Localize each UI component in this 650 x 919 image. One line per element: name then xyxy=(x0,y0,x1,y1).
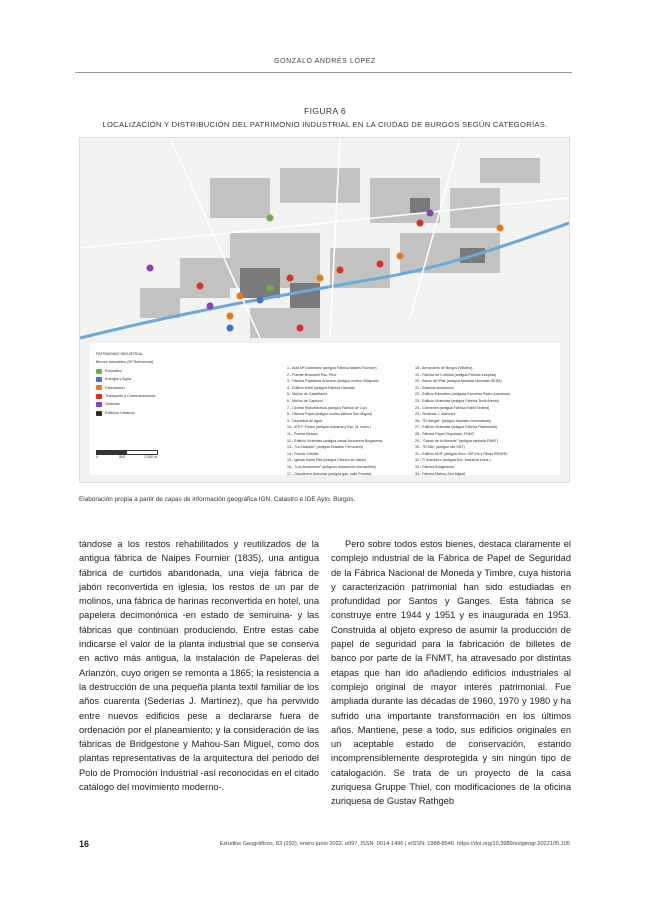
legend-swatch xyxy=(96,377,102,382)
header-rule xyxy=(75,72,572,73)
heritage-list-item: 22.- Edificio Educativo (antiguas Escuelas Padre Aramburu) xyxy=(415,392,511,397)
heritage-list-item: 10.- IES F. Flores (antigua Industria y Esc. M. Indus.) xyxy=(287,425,372,430)
heritage-list-item: 30.- "El Silo" (antiguo silo SNT) xyxy=(415,445,465,450)
heritage-list-item: 32.- P. Aramburu (antigua Esc. Maestría Indus.) xyxy=(415,458,491,463)
page-number: 16 xyxy=(79,839,90,849)
journal-reference: Estudios Geográficos, 83 (292), enero-junio 2022, e097. ISSN: 0014-1496 | eISSN: 1988-8546. https://doi.org/10.3989/estgeogr.2022105.105 xyxy=(219,841,570,847)
legend-swatch xyxy=(96,411,102,416)
heritage-list-item: 31.- Edificio ADIF (antigua Secc. 45ª Vía y Obras RENFE) xyxy=(415,451,508,456)
heritage-list-item: 14.- Puente Castilla xyxy=(287,451,319,456)
legend-swatch xyxy=(96,394,102,399)
heritage-list-item: 27.- Edificio Viviendas (antigua Fábrica Plachmetal) xyxy=(415,425,498,430)
scale-label: 0 xyxy=(96,455,98,459)
legend-item xyxy=(96,392,155,400)
paragraph: Pero sobre todos estos bienes, destaca claramente el complejo industrial de la Fábrica de Papel de Seguridad de la Fábrica Nacional de Moneda y Timbre, cuya historia y caracterización patrimonial han sido estudiadas en profundidad por Santos y Ganges. Esta fábrica se construye entre 1944 y 1951 y es inaugurada en 1953. Construida al objeto expreso de asumir la producción de papel de seguridad para la fabricación de billetes de banco por parte de la FNMT, ha atravesado por distintas etapas que han ido añadiendo edificios industriales al complejo original de mayor interés patrimonial. Fue ampliada durante las décadas de 1960, 1970 y 1980 y ha sufrido una importante transformación en los últimos años. Mantiene, pese a todo, sus edificios originales en un aceptable estado de conservación, estando incomprensiblemente desprotegida y sin ningún tipo de catalogación. Se trata de un proyecto de la casa zuriquesa Gruppe Thiel, con modificaciones de la oficina zuriquesa de Gustav Rathgeb xyxy=(331,539,571,807)
legend-item xyxy=(96,384,155,392)
heritage-list-item: 23.- Edificio Viviendas (antigua Fábrica Textil Arenal) xyxy=(415,398,499,403)
heritage-list-item: 19.- Fábrica de Curtidos (antigua Fábrica Indupisa) xyxy=(415,372,497,377)
heritage-list-item: 3.- Fábrica Papeleras Arlanzón (antiguo molino Villayuda) xyxy=(287,379,379,384)
heritage-list-item: 25.- Sederías J. Martínez xyxy=(415,412,456,417)
scale-label: 1.000 m xyxy=(144,455,157,459)
running-header: GONZALO ANDRÉS LÓPEZ xyxy=(274,58,376,65)
heritage-list-item: 20.- Barrio del Pilar (antigua barriada viviendas SESA) xyxy=(415,379,502,384)
legend-item xyxy=(96,367,155,375)
heritage-list-item: 15.- Iglesia Santa Rita (antigua Fábrica de Jabón) xyxy=(287,458,367,463)
heritage-list-item: 4.- Edificio Hotel (antigua Fábrica Harinas) xyxy=(287,385,355,390)
heritage-list-right xyxy=(415,365,510,477)
legend-label: Educativo xyxy=(105,368,122,373)
paragraph: tándose a los restos rehabilitados y reutilizados de la antigua fábrica de Naipes Fournier (1835), una antigua fábrica de curtidos abandonada, una vieja fábrica de jabón reconvertida en iglesia, los restos de un par de molinos, una fábrica de harinas reconvertida en hotel, una papelera decimonónica -en estado de semiruina- y las fábricas que continúan produciendo. Entre estas cabe indicarse el valor de la planta industrial que se conserva en activo más antigua, la instalación de Papeleras del Arlanzón, cuyo origen se remonta a 1865; la resistencia a la destrucción de una pequeña planta textil familiar de los años cuarenta (Sederías J. Martínez), que ha pervivido entre nuevos edificios pese a declararse fuera de ordenación por el planeamiento; y la consideración de las fábricas de Bridgestone y Mahou-San Miguel, como dos plantas representativas de la arquitectura del periodo del Polo de Promoción Industrial -así reconocidas en el citado catálogo del movimiento moderno-. xyxy=(79,539,319,793)
figure-caption: Elaboración propia a partir de capas de información geográfica IGN, Catastro e IDE Ayto. Burgos. xyxy=(79,496,356,503)
map-legend xyxy=(96,350,155,417)
heritage-list-item: 11.- Puente Besson xyxy=(287,431,319,436)
heritage-list-item: 16.- "Los Almacenes" (antiguos almacenes mercantiles) xyxy=(287,464,376,469)
heritage-list-item: 13.- "La Estación" (antigua Estación Ferrocarril) xyxy=(287,445,363,450)
heritage-list-item: 29.- "Casas de la Moneda" (antigua barriada FNMT) xyxy=(415,438,499,443)
heritage-list-left xyxy=(287,365,382,477)
heritage-list-item: 1.- Aula Mª Zambrano (antigua Fábrica Naipes Fournier) xyxy=(287,366,377,370)
figure-title: LOCALIZACIÓN Y DISTRIBUCIÓN DEL PATRIMONIO INDUSTRIAL EN LA CIUDAD DE BURGOS SEGÚN CATEGORÍAS. xyxy=(102,120,548,129)
heritage-list-item: 8.- Fábrica Papel (antiguo molino-fábrica San Miguel) xyxy=(287,412,373,417)
scale-label: 500 xyxy=(119,455,125,459)
legend-label: Vivienda xyxy=(105,402,120,407)
heritage-list-item: 33.- Fábrica Bridgestone xyxy=(415,464,455,469)
heritage-list-item: 5.- Molino de Castañares xyxy=(287,392,328,397)
legend-label: Transporte y Comunicaciones xyxy=(105,394,156,399)
legend-label: Edificios Urbanos xyxy=(105,410,135,415)
legend-label: Energía y Agua xyxy=(105,377,131,382)
figure-map xyxy=(79,137,570,483)
heritage-list-item: 18.- Aeropuerto de Burgos (Villafría) xyxy=(415,366,473,370)
body-column-right xyxy=(331,537,571,809)
legend-swatch xyxy=(96,402,102,407)
scale-bar xyxy=(96,450,158,459)
figure-number: FIGURA 6 xyxy=(304,106,346,116)
heritage-list-item: 28.- Fábrica Papel Seguridad -FNMT- xyxy=(415,431,475,436)
legend-swatch xyxy=(96,369,102,374)
legend-item xyxy=(96,375,155,383)
heritage-list-item: 2.- Puente ferrocarril Paz. Prior xyxy=(287,372,337,377)
legend-subtitle: Bienes Inmuebles (Nº Referencia) xyxy=(96,360,154,365)
heritage-list-item: 12.- Edificio Viviendas (antigua casas Azucarera Burgalesa) xyxy=(287,438,383,443)
body-column-left xyxy=(79,537,319,794)
legend-label: Fabricación xyxy=(105,385,125,390)
legend-item xyxy=(96,400,155,408)
heritage-list-item: 34.- Fábrica Mahou-San Miguel xyxy=(415,471,466,476)
legend-title: PATRIMONIO INDUSTRIAL xyxy=(96,352,144,356)
heritage-list-item: 9.- Depósitos de agua xyxy=(287,418,323,423)
heritage-list-item: 17.- Gasolinera Gamonal (antigua gas. calle Francia) xyxy=(287,471,372,476)
heritage-list-item: 21.- Estación Autobuses xyxy=(415,385,454,390)
heritage-list-item: 6.- Molino de Capiscol xyxy=(287,398,323,403)
heritage-list-item: 7.- Central Hidroeléctrica (antigua Fábrica de Luz) xyxy=(287,405,367,410)
heritage-list-item: 24.- Chimenea (antigua Fábrica Fabril Sedera) xyxy=(415,405,490,410)
heritage-list-item: 26.- "El Hangar" (antiguo depósito locomotoras) xyxy=(415,418,492,423)
legend-item xyxy=(96,409,155,417)
legend-swatch xyxy=(96,385,102,390)
